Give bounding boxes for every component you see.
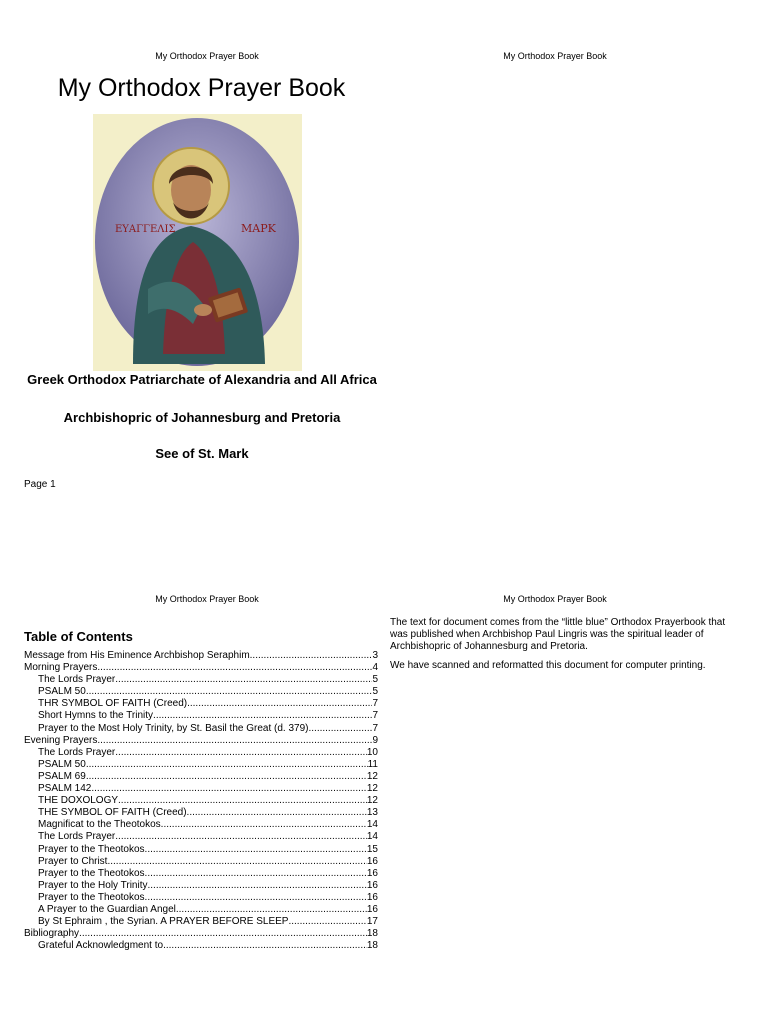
toc-entry[interactable]: THE DOXOLOGY ..... 12: [24, 795, 378, 807]
toc-entry[interactable]: THR SYMBOL OF FAITH (Creed) ..... 7: [24, 698, 378, 710]
page-title: My Orthodox Prayer Book: [57, 74, 346, 102]
toc-entry[interactable]: The Lords Prayer ..... 10: [24, 747, 378, 759]
toc-entry[interactable]: A Prayer to the Guardian Angel ..... 16: [24, 904, 378, 916]
toc-entry[interactable]: Prayer to the Holy Trinity ..... 16: [24, 880, 378, 892]
toc-entry[interactable]: Prayer to the Theotokos ..... 16: [24, 868, 378, 880]
toc-entry[interactable]: Message from His Eminence Archbishop Seraphim ..... 3: [24, 650, 378, 662]
svg-text:ΕΥΑΓΓΕΛΙΣ: ΕΥΑΓΓΕΛΙΣ: [115, 224, 176, 235]
toc-entry[interactable]: Morning Prayers ..... 4: [24, 662, 378, 674]
see-line: See of St. Mark: [155, 446, 249, 461]
running-header-right-top: My Orthodox Prayer Book: [503, 51, 607, 61]
intro-paragraph-2: We have scanned and reformatted this document for computer printing.: [390, 660, 706, 671]
toc-entry[interactable]: PSALM 142 ..... 12: [24, 783, 378, 795]
toc-entry[interactable]: By St Ephraim , the Syrian. A PRAYER BEFORE SLEEP ..... 17: [24, 916, 378, 928]
patriarchate-line: Greek Orthodox Patriarchate of Alexandria and All Africa: [27, 372, 377, 387]
toc-entry[interactable]: Prayer to the Most Holy Trinity, by St. Basil the Great (d. 379) ..... 7: [24, 723, 378, 735]
toc-entry[interactable]: Bibliography ..... 18: [24, 928, 378, 940]
toc-entry[interactable]: THE SYMBOL OF FAITH (Creed) ..... 13: [24, 807, 378, 819]
toc-entry[interactable]: Prayer to Christ ..... 16: [24, 856, 378, 868]
toc-entry[interactable]: Prayer to the Theotokos ..... 15: [24, 844, 378, 856]
running-header-left-top: My Orthodox Prayer Book: [155, 51, 259, 61]
toc-entry[interactable]: PSALM 50 ..... 5: [24, 686, 378, 698]
svg-text:ΜΑΡΚ: ΜΑΡΚ: [241, 222, 276, 235]
toc-entry[interactable]: PSALM 50 ..... 11: [24, 759, 378, 771]
toc-entry[interactable]: Magnificat to the Theotokos ..... 14: [24, 819, 378, 831]
intro-paragraph-1: The text for document comes from the “little blue” Orthodox Prayerbook that was published when Archbishop Paul Lingris was the spiritual leader of Archbishopric of Johannesburg and Pretoria.: [390, 617, 726, 652]
toc-heading: Table of Contents: [24, 629, 133, 644]
toc-entry[interactable]: Short Hymns to the Trinity ..... 7: [24, 710, 378, 722]
toc-entry[interactable]: Grateful Acknowledgment to ..... 18: [24, 940, 378, 952]
toc-entry[interactable]: Evening Prayers ..... 9: [24, 735, 378, 747]
running-header-left-bottom: My Orthodox Prayer Book: [155, 594, 259, 604]
archbishopric-line: Archbishopric of Johannesburg and Pretoria: [63, 410, 341, 425]
toc-entry[interactable]: PSALM 69 ..... 12: [24, 771, 378, 783]
running-header-right-bottom: My Orthodox Prayer Book: [503, 594, 607, 604]
page-number: Page 1: [24, 479, 56, 490]
table-of-contents: [24, 650, 378, 952]
toc-entry[interactable]: The Lords Prayer ..... 14: [24, 831, 378, 843]
toc-entry[interactable]: The Lords Prayer ..... 5: [24, 674, 378, 686]
toc-entry[interactable]: Prayer to the Theotokos ..... 16: [24, 892, 378, 904]
st-mark-icon: [93, 114, 302, 371]
